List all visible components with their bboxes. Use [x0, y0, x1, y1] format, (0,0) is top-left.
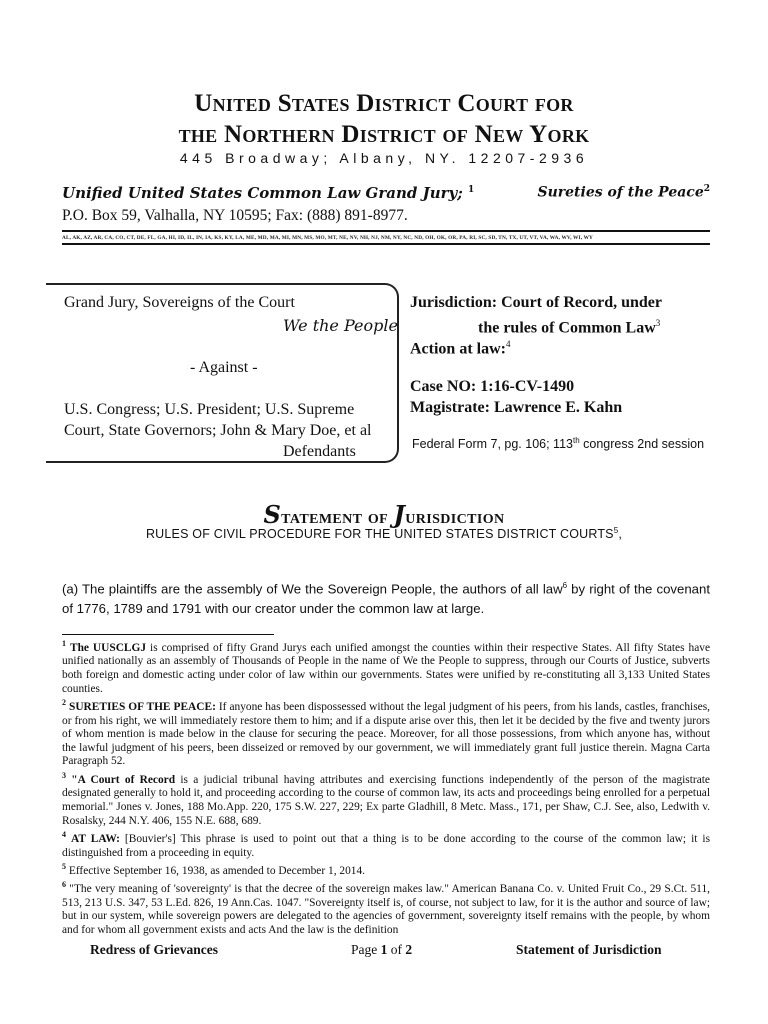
- federal-form-ref: Federal Form 7, pg. 106; 113th congress 2nd session: [412, 436, 705, 452]
- plaintiff-line1: Grand Jury, Sovereigns of the Court: [64, 294, 295, 311]
- footnote: $^3$ "A Court of Record is a judicial tribunal having attributes and exercising functions independently of the person of the magistrate designated generally to hold it, and proceeding according to the course of common law, its acts and proceedings being enrolled for a perpetual memorial." Jones v. Jones, 188 Mo.App. 220, 175 S.W. 227, 229; Ex parte Gladhill, 8 Metc. Mass., 171, per Shaw, C.J. See, also, Ledwith v. Rosalsky, 244 N.Y. 406, 155 N.E. 688, 689.: [62, 770, 710, 827]
- jury-name: Unified United States Common Law Grand Jury; $^1$: [62, 184, 475, 202]
- jurisdiction-line1: Jurisdiction: Court of Record, under: [410, 294, 662, 311]
- header-rule-top: [62, 230, 710, 232]
- footnote-separator: [62, 634, 274, 635]
- against-label: - Against -: [190, 359, 258, 376]
- plaintiff-line2: We the People: [283, 316, 398, 335]
- court-address: 445 Broadway; Albany, NY. 12207-2936: [179, 150, 589, 166]
- footnote: $^6$ "The very meaning of 'sovereignty' is that the decree of the sovereign makes law." American Banana Co. v. United Fruit Co., 29 S.Ct. 511, 513, 213 U.S. 347, 53 L.Ed. 826, 19 Ann.Cas. 1047. "Sovereignty itself is, of course, not subject to law, for it is the author and source of law; but in our system, while sovereign powers are delegated to the agencies of government, sovereignty itself remains with the people, by whom and for whom all government exists and acts And the law is the definition: [62, 880, 710, 937]
- action-at-law: Action at law:$^4$: [410, 339, 511, 358]
- magistrate: Magistrate: Lawrence E. Kahn: [410, 399, 623, 416]
- footnotes: [62, 637, 710, 938]
- sureties-of-the-peace: Sureties of the Peace$^2$: [537, 184, 710, 201]
- defendants-line1: U.S. Congress; U.S. President; U.S. Supreme: [64, 401, 355, 418]
- jurisdiction-line2: the rules of Common Law$^3$: [478, 318, 661, 337]
- paragraph-a: (a) The plaintiffs are the assembly of We the Sovereign People, the authors of all law$^6$ by right of the covenant of 1776, 1789 and 1791 with our creator under the common law at large.: [62, 581, 710, 617]
- footer-right: Statement of Jurisdiction: [516, 942, 662, 957]
- footer-left: Redress of Grievances: [90, 942, 218, 957]
- statement-title: Statement of Jurisdiction: [263, 500, 505, 529]
- page-number: Page 1 of 2: [351, 942, 413, 957]
- defendants-label: Defendants: [283, 443, 356, 460]
- court-title-line2: the Northern District of New York: [178, 121, 590, 148]
- states-list: AL, AK, AZ, AR, CA, CO, CT, DE, FL, GA, HI, ID, IL, IN, IA, KS, KY, LA, ME, MD, MA, MI, MN, MS, MO, MT, NE, NV, NH, NJ, NM, NY, NC, ND, OH, OK, OR, PA, RI, SC, SD, TN, TX, UT, VT, VA, WA, WV, WI, WY: [62, 235, 593, 241]
- footnote: $^4$ AT LAW: [Bouvier's] This phrase is used to point out that a thing is to be done according to the course of the common law; it is distinguished from a proceeding in equity.: [62, 830, 711, 859]
- case-number: Case NO: 1:16-CV-1490: [410, 378, 575, 395]
- footnote: $^2$ SURETIES OF THE PEACE: If anyone has been dispossessed without the legal judgment of his peers, from his lands, castles, franchises, or from his right, we will immediately restore them to him; and if a dispute arise over this, then let it be decided by the five and twenty jurors of whom mention is made below in the clause for securing the peace. Moreover, for all those possessions, from which anyone has, without the lawful judgment of his peers, been disseized or removed by our government, we will immediately grant full justice therein. Magna Carta Paragraph 52.: [62, 698, 710, 768]
- court-title-line1: United States District Court for: [194, 90, 574, 117]
- po-box-address: P.O. Box 59, Valhalla, NY 10595; Fax: (888) 891-8977.: [62, 207, 408, 224]
- statement-subtitle: RULES OF CIVIL PROCEDURE FOR THE UNITED STATES DISTRICT COURTS$^5$,: [145, 526, 623, 542]
- footnote: $^1$ The UUSCLGJ is comprised of fifty Grand Jurys each unified amongst the counties within their respective States. All fifty States have unified nationally as an assembly of Thousands of People in the name of We the People to suppress, through our Courts of Justice, subverts both foreign and domestic acting under color of law within our governments. States were unified by re-constituting all 3,133 United States counties.: [62, 639, 710, 695]
- header-rule-bottom: [62, 243, 710, 245]
- footnote: $^5$ Effective September 16, 1938, as amended to December 1, 2014.: [62, 862, 366, 877]
- defendants-line2: Court, State Governors; John & Mary Doe, et al: [64, 422, 372, 439]
